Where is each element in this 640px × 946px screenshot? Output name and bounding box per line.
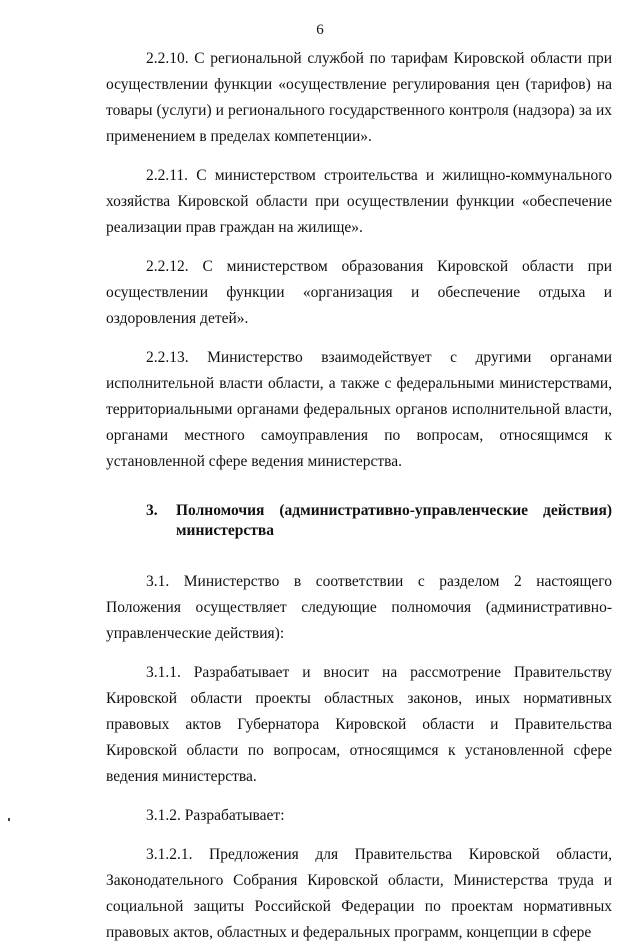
section-3-title: Полномочия (административно-управленческие действия) министерства — [176, 502, 612, 539]
paragraph-3-1: 3.1. Министерство в соответствии с разделом 2 настоящего Положения осуществляет следующие полномочия (административно-управленческие действия): — [106, 573, 612, 642]
paragraph-2-2-12: 2.2.12. С министерством образования Кировской области при осуществлении функции «организация и обеспечение отдыха и оздоровления детей». — [106, 258, 612, 327]
paragraph-2-2-13: 2.2.13. Министерство взаимодействует с другими органами исполнительной власти области, а также с федеральными министерствами, территориальными органами федеральных органов исполнительной власти, органами местного самоуправления по вопросам, относящимся к установленной сфере ведения министерства. — [106, 349, 612, 470]
paragraph-3-1-2: 3.1.2. Разрабатывает: — [146, 807, 285, 824]
paragraph-2-2-11: 2.2.11. С министерством строительства и жилищно-коммунального хозяйства Кировской области при осуществлении функции «обеспечение реализации прав граждан на жилище». — [106, 167, 612, 236]
paragraph-3-1-2-1: 3.1.2.1. Предложения для Правительства Кировской области, Законодательного Собрания Кировской области, Министерства труда и социальной защиты Российской Федерации по проектам нормативных правовых актов, областных и федеральных программ, концепции в сфере — [106, 846, 612, 941]
paragraph-3-1-1: 3.1.1. Разрабатывает и вносит на рассмотрение Правительству Кировской области проекты областных законов, иных нормативных правовых актов Губернатора Кировской области и Правительства Кировской области по вопросам, относящимся к установленной сфере ведения министерства. — [106, 664, 612, 785]
page-number: 6 — [316, 22, 324, 38]
section-3-heading — [106, 501, 612, 541]
paragraph-2-2-10: 2.2.10. С региональной службой по тарифам Кировской области при осуществлении функции «осуществление регулирования цен (тарифов) на товары (услуги) и регионального государственного контроля (надзора) за их применением в пределах компетенции». — [106, 50, 612, 145]
scan-mark — [8, 818, 10, 821]
section-3-number: 3. — [146, 502, 158, 519]
document-body — [106, 46, 612, 946]
